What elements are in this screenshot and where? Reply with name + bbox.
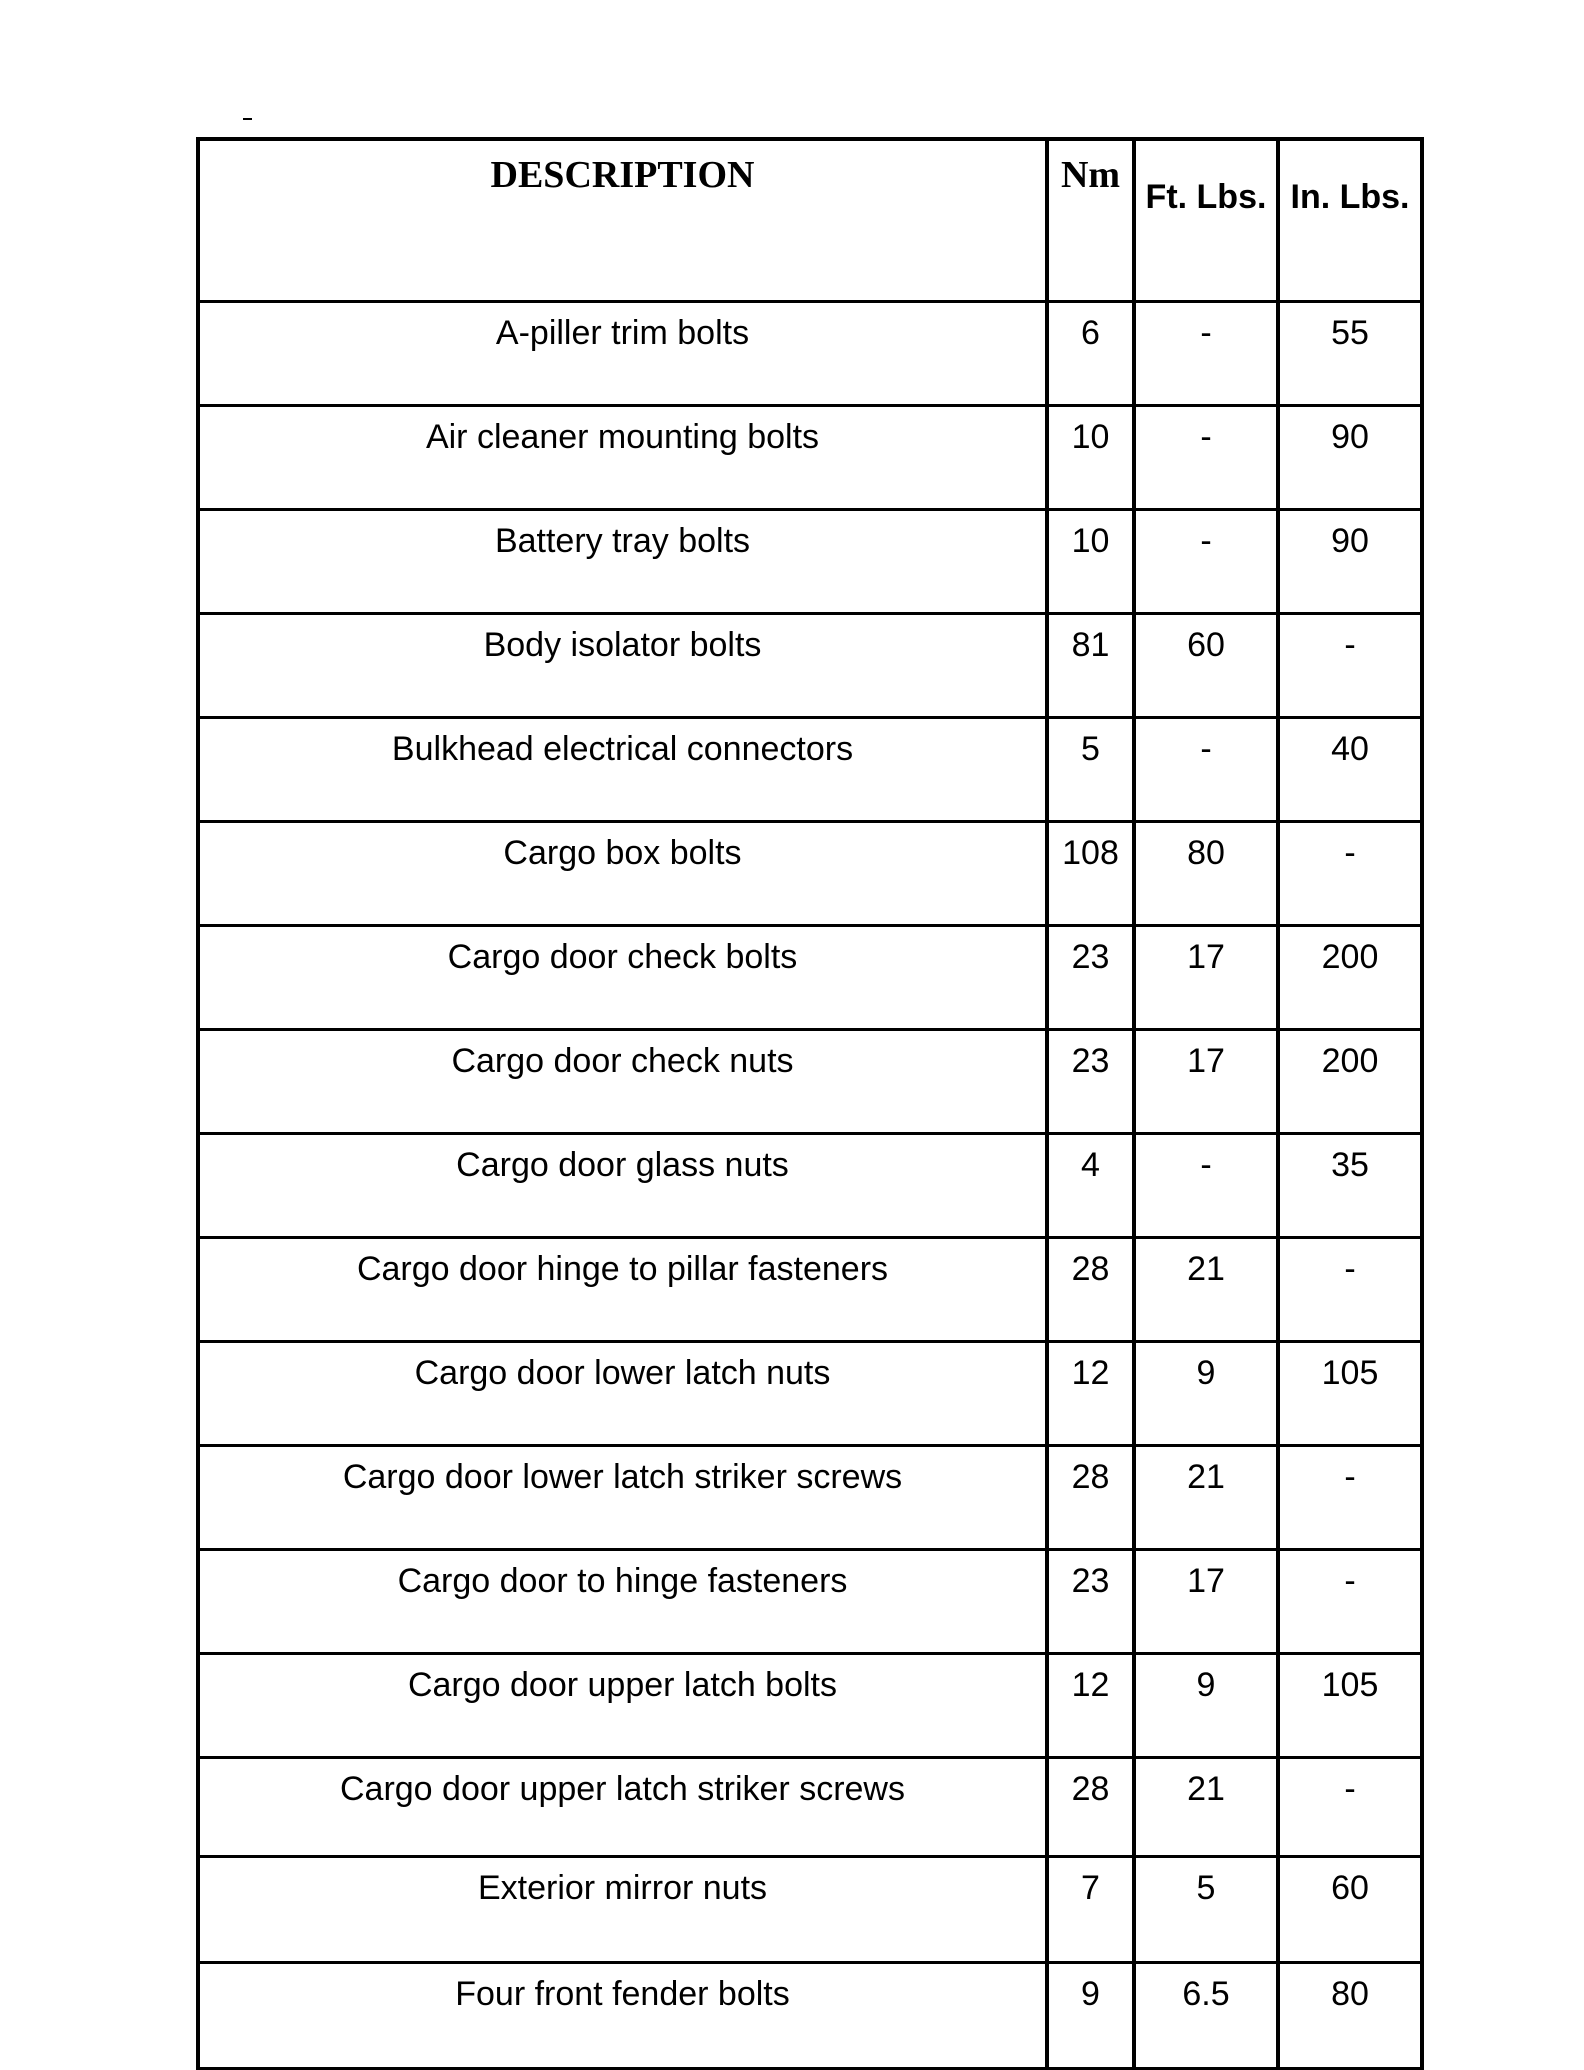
cell-nm: 9	[1047, 1962, 1134, 2068]
cell-ft-lbs: 21	[1134, 1445, 1278, 1549]
cell-in-lbs: -	[1278, 1445, 1422, 1549]
cell-nm: 23	[1047, 1029, 1134, 1133]
cell-ft-lbs: 17	[1134, 1549, 1278, 1653]
table-row	[198, 1653, 1422, 1757]
cell-in-lbs: 35	[1278, 1133, 1422, 1237]
header-nm: Nm	[1047, 139, 1134, 301]
cell-ft-lbs: 5	[1134, 1856, 1278, 1962]
cell-description: Cargo box bolts	[198, 821, 1047, 925]
cell-in-lbs: -	[1278, 1549, 1422, 1653]
cell-in-lbs: 40	[1278, 717, 1422, 821]
cell-ft-lbs: 6.5	[1134, 1962, 1278, 2068]
cell-in-lbs: 90	[1278, 509, 1422, 613]
cell-nm: 6	[1047, 301, 1134, 405]
cell-nm: 12	[1047, 1341, 1134, 1445]
cell-in-lbs: 200	[1278, 925, 1422, 1029]
cell-description: Four front fender bolts	[198, 1962, 1047, 2068]
cell-in-lbs: 90	[1278, 405, 1422, 509]
cell-in-lbs: 60	[1278, 1856, 1422, 1962]
cell-in-lbs: 80	[1278, 1962, 1422, 2068]
cell-ft-lbs: 17	[1134, 925, 1278, 1029]
cell-description: Cargo door to hinge fasteners	[198, 1549, 1047, 1653]
cell-description: Air cleaner mounting bolts	[198, 405, 1047, 509]
torque-spec-table	[196, 137, 1424, 2070]
table-row	[198, 613, 1422, 717]
cell-ft-lbs: -	[1134, 717, 1278, 821]
cell-description: Bulkhead electrical connectors	[198, 717, 1047, 821]
cell-in-lbs: -	[1278, 821, 1422, 925]
stray-dash-mark	[243, 118, 252, 120]
cell-nm: 10	[1047, 405, 1134, 509]
cell-description: Cargo door glass nuts	[198, 1133, 1047, 1237]
table-row	[198, 1856, 1422, 1962]
cell-nm: 4	[1047, 1133, 1134, 1237]
cell-nm: 28	[1047, 1445, 1134, 1549]
cell-nm: 81	[1047, 613, 1134, 717]
cell-ft-lbs: 80	[1134, 821, 1278, 925]
cell-in-lbs: 55	[1278, 301, 1422, 405]
cell-ft-lbs: 60	[1134, 613, 1278, 717]
cell-description: A-piller trim bolts	[198, 301, 1047, 405]
cell-nm: 23	[1047, 925, 1134, 1029]
cell-description: Exterior mirror nuts	[198, 1856, 1047, 1962]
cell-ft-lbs: 17	[1134, 1029, 1278, 1133]
cell-description: Body isolator bolts	[198, 613, 1047, 717]
table-row	[198, 1029, 1422, 1133]
cell-ft-lbs: -	[1134, 405, 1278, 509]
header-in-lbs: In. Lbs.	[1278, 139, 1422, 301]
cell-in-lbs: -	[1278, 1757, 1422, 1856]
cell-nm: 5	[1047, 717, 1134, 821]
table-row	[198, 717, 1422, 821]
table-row	[198, 1757, 1422, 1856]
cell-description: Battery tray bolts	[198, 509, 1047, 613]
table-row	[198, 301, 1422, 405]
cell-description: Cargo door upper latch bolts	[198, 1653, 1047, 1757]
table-row	[198, 925, 1422, 1029]
cell-nm: 7	[1047, 1856, 1134, 1962]
table-row	[198, 1237, 1422, 1341]
table-row	[198, 509, 1422, 613]
cell-nm: 108	[1047, 821, 1134, 925]
cell-ft-lbs: 9	[1134, 1653, 1278, 1757]
cell-description: Cargo door lower latch nuts	[198, 1341, 1047, 1445]
header-ft-lbs: Ft. Lbs.	[1134, 139, 1278, 301]
cell-nm: 28	[1047, 1757, 1134, 1856]
header-row	[198, 139, 1422, 301]
cell-ft-lbs: 21	[1134, 1237, 1278, 1341]
cell-in-lbs: 105	[1278, 1653, 1422, 1757]
cell-in-lbs: -	[1278, 1237, 1422, 1341]
cell-nm: 12	[1047, 1653, 1134, 1757]
table-row	[198, 821, 1422, 925]
cell-ft-lbs: -	[1134, 509, 1278, 613]
cell-nm: 23	[1047, 1549, 1134, 1653]
cell-ft-lbs: -	[1134, 1133, 1278, 1237]
cell-nm: 10	[1047, 509, 1134, 613]
cell-in-lbs: 200	[1278, 1029, 1422, 1133]
table-row	[198, 1549, 1422, 1653]
cell-description: Cargo door check nuts	[198, 1029, 1047, 1133]
table-row	[198, 405, 1422, 509]
cell-in-lbs: -	[1278, 613, 1422, 717]
cell-ft-lbs: -	[1134, 301, 1278, 405]
cell-description: Cargo door upper latch striker screws	[198, 1757, 1047, 1856]
header-description: DESCRIPTION	[198, 139, 1047, 301]
cell-nm: 28	[1047, 1237, 1134, 1341]
table-row	[198, 1133, 1422, 1237]
table-row	[198, 1341, 1422, 1445]
cell-description: Cargo door hinge to pillar fasteners	[198, 1237, 1047, 1341]
cell-in-lbs: 105	[1278, 1341, 1422, 1445]
table-row	[198, 1962, 1422, 2068]
cell-ft-lbs: 21	[1134, 1757, 1278, 1856]
cell-ft-lbs: 9	[1134, 1341, 1278, 1445]
cell-description: Cargo door check bolts	[198, 925, 1047, 1029]
table-row	[198, 1445, 1422, 1549]
cell-description: Cargo door lower latch striker screws	[198, 1445, 1047, 1549]
